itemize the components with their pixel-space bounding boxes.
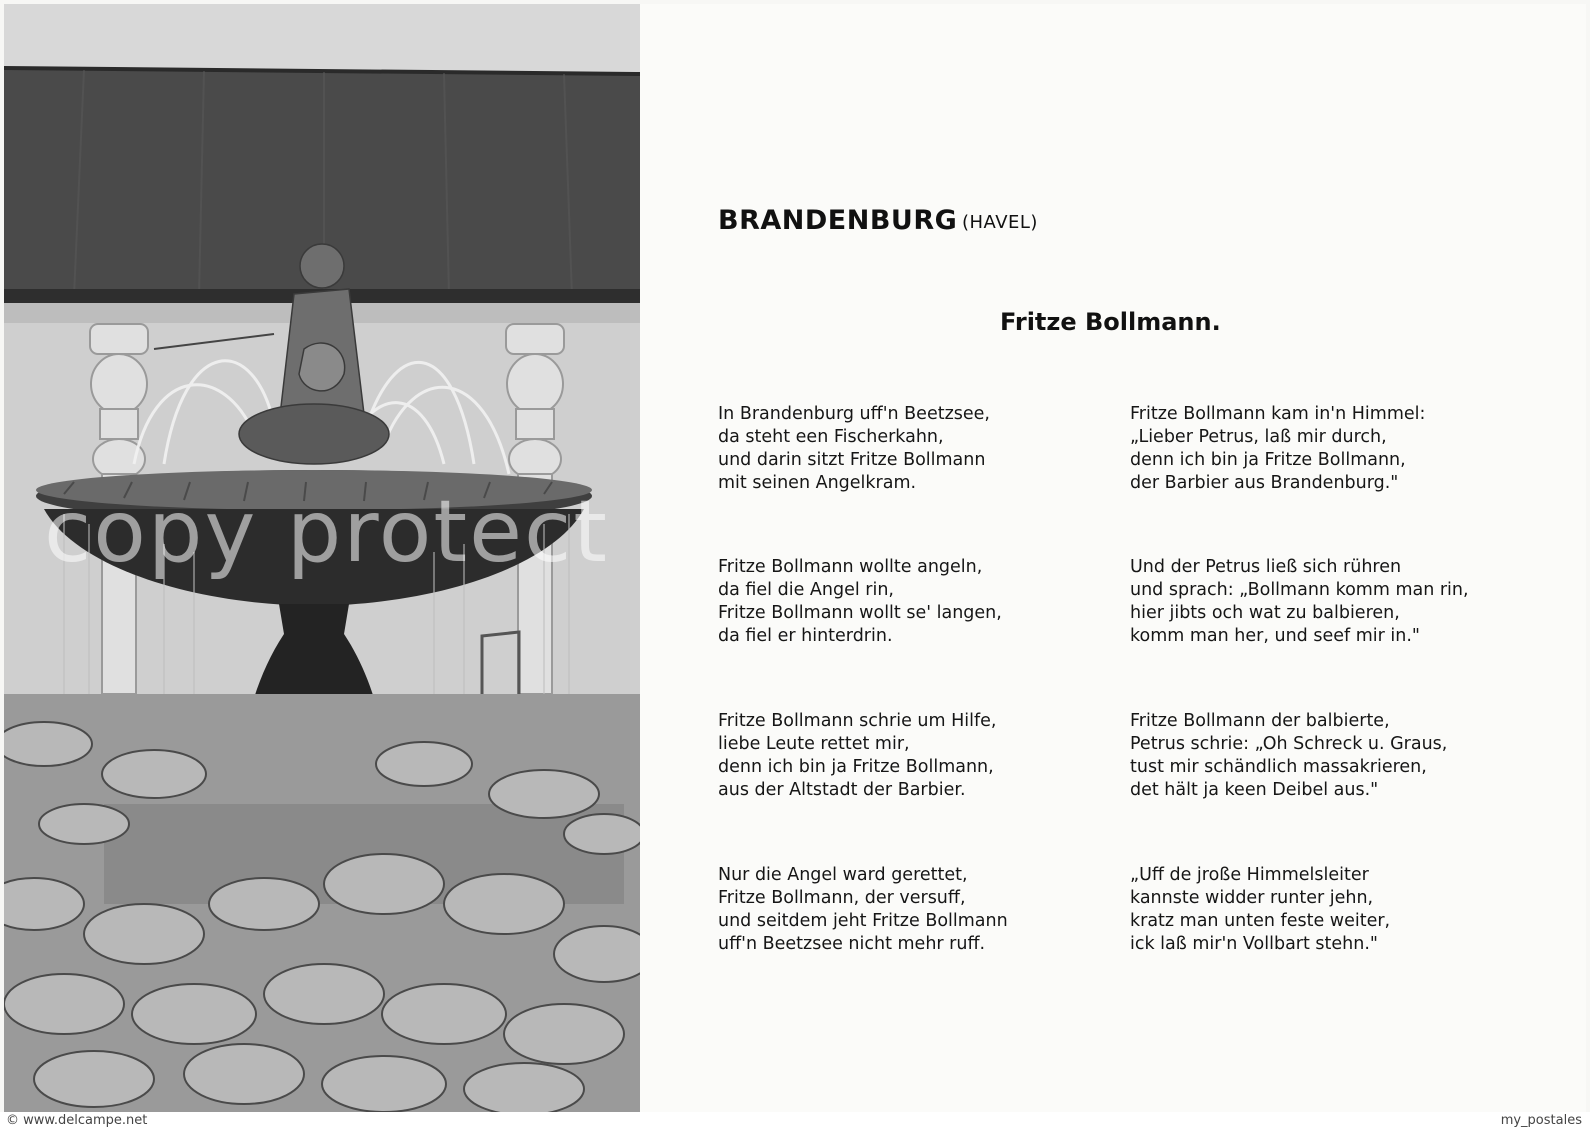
stanza-line: kannste widder runter jehn, [1130, 888, 1374, 908]
stanza-line: der Barbier aus Brandenburg." [1130, 473, 1399, 493]
stanza-line: ick laß mir'n Vollbart stehn." [1130, 934, 1378, 954]
stanza-5 [1130, 403, 1550, 495]
stanza-line: In Brandenburg uff'n Beetzsee, [718, 404, 990, 424]
stanza-line: kratz man unten feste weiter, [1130, 911, 1391, 931]
poem-title: Fritze Bollmann. [1000, 308, 1221, 336]
stanza-4 [718, 864, 1138, 956]
page-title: BRANDENBURG [718, 205, 958, 236]
fountain-illustration [4, 4, 640, 1112]
stanza-line: Petrus schrie: „Oh Schreck u. Graus, [1130, 734, 1448, 754]
page-subtitle: (HAVEL) [962, 212, 1038, 233]
watermark: copy protect [44, 482, 610, 582]
stanza-3 [718, 710, 1138, 802]
stanza-line: Nur die Angel ward gerettet, [718, 865, 968, 885]
stanza-1 [718, 403, 1138, 495]
stanza-line: komm man her, und seef mir in." [1130, 626, 1420, 646]
stanza-line: hier jibts och wat zu balbieren, [1130, 603, 1400, 623]
stanza-line: und darin sitzt Fritze Bollmann [718, 450, 986, 470]
stanza-line: und sprach: „Bollmann komm man rin, [1130, 580, 1469, 600]
stanza-line: Fritze Bollmann der balbierte, [1130, 711, 1390, 731]
fountain-photo [4, 4, 640, 1112]
stanza-line: Und der Petrus ließ sich rühren [1130, 557, 1402, 577]
stanza-line: aus der Altstadt der Barbier. [718, 780, 966, 800]
stanza-line: mit seinen Angelkram. [718, 473, 917, 493]
stanza-line: Fritze Bollmann wollte angeln, [718, 557, 983, 577]
stanza-line: denn ich bin ja Fritze Bollmann, [1130, 450, 1406, 470]
stanza-6 [1130, 556, 1550, 648]
stanza-line: uff'n Beetzsee nicht mehr ruff. [718, 934, 986, 954]
stanza-line: „Lieber Petrus, laß mir durch, [1130, 427, 1387, 447]
stanza-line: tust mir schändlich massakrieren, [1130, 757, 1427, 777]
stanza-line: det hält ja keen Deibel aus." [1130, 780, 1379, 800]
footer-credit[interactable]: © www.delcampe.net [6, 1113, 148, 1128]
stanza-line: da fiel er hinterdrin. [718, 626, 893, 646]
stanza-line: Fritze Bollmann, der versuff, [718, 888, 966, 908]
stanza-line: und seitdem jeht Fritze Bollmann [718, 911, 1008, 931]
footer-seller[interactable]: my_postales [1500, 1113, 1582, 1128]
stanza-line: da fiel die Angel rin, [718, 580, 894, 600]
stanza-line: Fritze Bollmann kam in'n Himmel: [1130, 404, 1426, 424]
stanza-line: da steht een Fischerkahn, [718, 427, 944, 447]
stanza-line: Fritze Bollmann wollt se' langen, [718, 603, 1002, 623]
footer-bar [0, 1112, 1590, 1131]
stanza-line: liebe Leute rettet mir, [718, 734, 910, 754]
stanza-8 [1130, 864, 1550, 956]
stanza-line: Fritze Bollmann schrie um Hilfe, [718, 711, 997, 731]
stanza-line: „Uff de jroße Himmelsleiter [1130, 865, 1369, 885]
stanza-line: denn ich bin ja Fritze Bollmann, [718, 757, 994, 777]
stanza-2 [718, 556, 1138, 648]
stanza-7 [1130, 710, 1550, 802]
